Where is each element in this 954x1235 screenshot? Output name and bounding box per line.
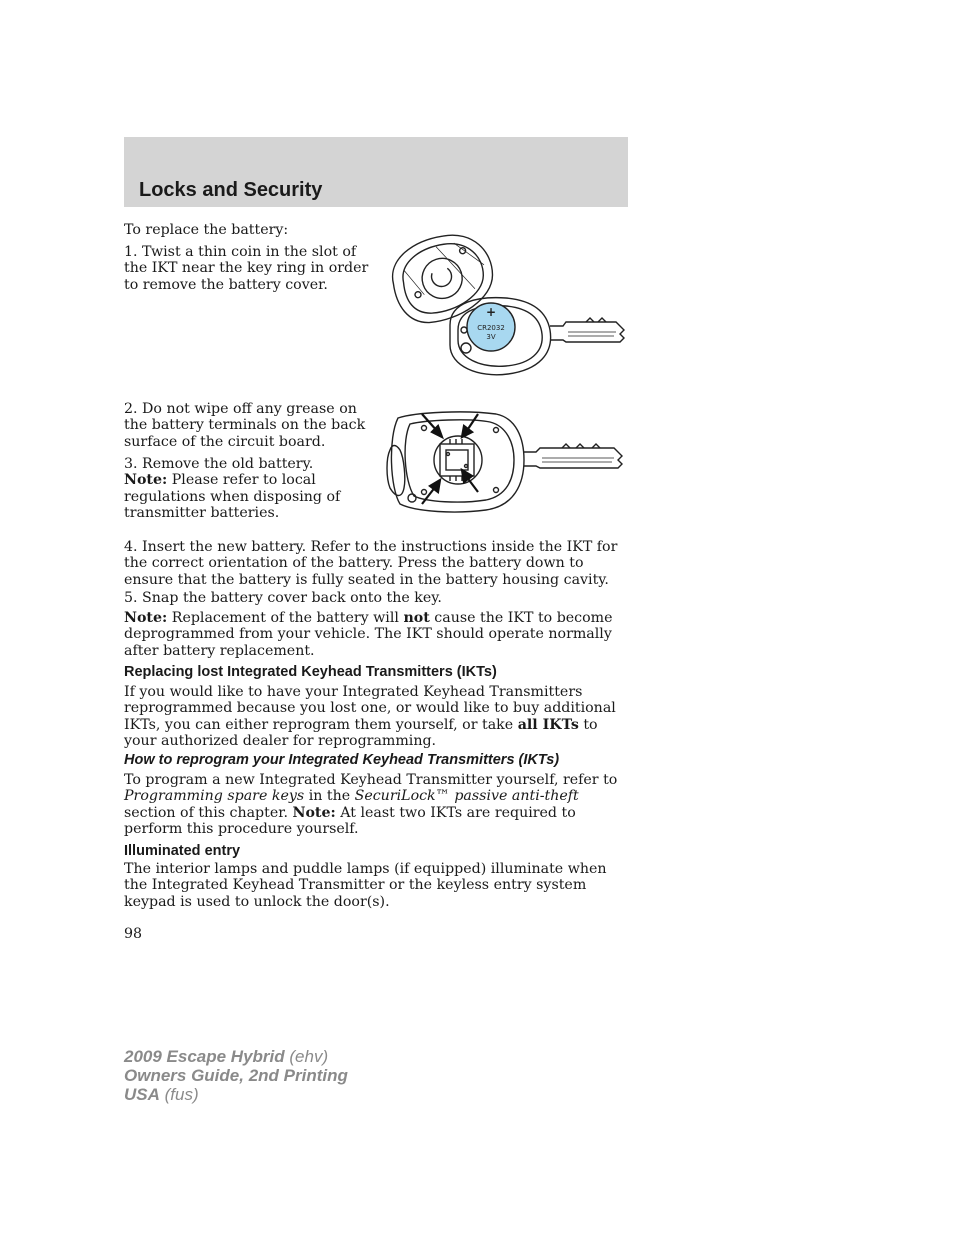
battery-note-label: Note: [124,610,168,626]
battery-model-label: CR2032 [477,324,505,332]
battery-note-text-a: Replacement of the battery will [171,610,399,626]
reprogram-text-c: section of this chapter. [124,804,288,821]
step-3-text: 3. Remove the old battery. [124,456,314,472]
footer-model: 2009 Escape Hybrid [124,1047,285,1066]
arrow-group [422,414,478,504]
circuit-board-shape [434,436,482,484]
document-footer [124,1047,348,1104]
reprogram-link-programming-spare-keys: Programming spare keys [124,788,305,805]
illuminated-entry-text: The interior lamps and puddle lamps (if equipped) illuminate when the Integrated Keyhead Transmitter or the keyless entry system keypad is used to unlock the door(s). [124,861,607,910]
section-header-band [124,137,628,207]
replacing-text-a: If you would like to have your Integrated Keyhead Transmitters reprogrammed because you lost one, or would like to buy additional IKTs, you can either reprogram them yourself, or take [124,684,616,733]
battery-note-not: not [403,610,430,626]
battery-plus-label: + [485,305,497,319]
replacing-lost-ikts-text [124,684,630,749]
arrow-top-right-head [462,426,472,437]
key-blade-shape [524,444,622,468]
how-to-reprogram-text [124,772,630,837]
reprogram-text-a: To program a new Integrated Keyhead Transmitter yourself, refer to [124,772,618,788]
footer-market: USA [124,1085,160,1104]
step-3-note-label: Note: [124,472,168,489]
replacing-text-b: to your authorized dealer for reprogramming. [124,716,598,749]
step-5: 5. Snap the battery cover back onto the key. [124,590,442,606]
step-1: 1. Twist a thin coin in the slot of the IKT near the key ring in order to remove the battery cover. [124,244,369,293]
footer-market-code: (fus) [164,1085,199,1104]
step-3-note-text: Please refer to local regulations when disposing of transmitter batteries. [124,472,341,521]
battery-note-text-b: cause the IKT to become deprogrammed from your vehicle. The IKT should operate normally after battery replacement. [124,610,613,659]
key-blade-shape [550,318,624,342]
ikt-circuit-board-illustration [386,408,630,514]
heading-replacing-lost-ikts: Replacing lost Integrated Keyhead Transmitters (IKTs) [124,664,497,680]
heading-illuminated-entry: Illuminated entry [124,843,241,859]
battery-note [124,610,630,659]
key-housing-shape [387,412,524,512]
page-number: 98 [124,926,143,942]
footer-guide-edition: Owners Guide, 2nd Printing [124,1066,348,1085]
battery-intro: To replace the battery: [124,222,289,238]
reprogram-text-b: in the [308,788,351,805]
battery-voltage-label: 3V [486,333,496,341]
reprogram-note-text: At least two IKTs are required to perform this procedure yourself. [124,804,576,837]
footer-model-code: (ehv) [289,1047,329,1066]
step-3 [124,456,380,521]
reprogram-note-label: Note: [292,804,336,821]
heading-how-to-reprogram: How to reprogram your Integrated Keyhead Transmitters (IKTs) [124,752,560,768]
reprogram-link-securilock: SecuriLock™ passive anti-theft [354,788,579,805]
step-4: 4. Insert the new battery. Refer to the instructions inside the IKT for the correct orientation of the battery. Press the battery down to ensure that the battery is fully seated in the battery housing cavity. [124,539,618,588]
replacing-text-bold: all IKTs [517,716,579,733]
section-title: Locks and Security [139,179,323,201]
step-2: 2. Do not wipe off any grease on the battery terminals on the back surface of the circuit board. [124,401,366,450]
ikt-cover-removed-illustration [388,230,630,380]
